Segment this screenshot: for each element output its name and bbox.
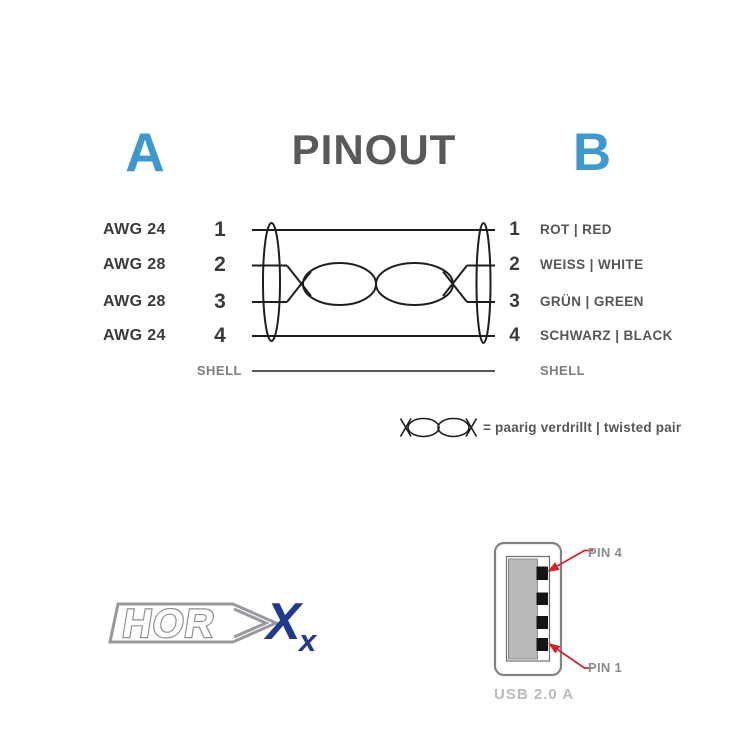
pin-b-number-3: 3 (509, 291, 520, 312)
shell-label-b: SHELL (540, 363, 586, 378)
legend-label: = paarig verdrillt | twisted pair (483, 420, 682, 435)
cable-bundle-ellipse-b (477, 223, 491, 343)
pin-a-number-3: 3 (214, 290, 226, 313)
wire-color-label-4: SCHWARZ | BLACK (540, 328, 673, 343)
page-title: PINOUT (291, 126, 457, 173)
pin-b-number-2: 2 (509, 254, 520, 275)
twisted-pair-loop-2 (376, 263, 453, 305)
twist-cross-right-2 (443, 272, 467, 303)
logo-text-hor: HOR (119, 601, 219, 646)
usb-pin-4-contact (537, 567, 549, 581)
pin-b-number-4: 4 (509, 325, 520, 346)
horx-logo-banner (110, 601, 276, 646)
twisted-pair-loop-1 (303, 263, 376, 305)
awg-label-row4: AWG 24 (103, 327, 166, 344)
legend-loop-1 (408, 419, 439, 437)
legend-loop-2 (438, 419, 469, 437)
wire-color-label-1: ROT | RED (540, 222, 612, 237)
logo-text-x-large: X (266, 593, 301, 651)
usb-pin-2-contact (537, 616, 549, 629)
twist-cross-right-1 (443, 266, 467, 297)
pin-a-number-1: 1 (214, 218, 226, 241)
usb-connector-drawing (495, 543, 593, 675)
awg-label-row1: AWG 24 (103, 221, 166, 238)
usb-pin-1-contact (537, 638, 549, 651)
cable-bundle-ellipse-a (263, 223, 280, 341)
usb-pin4-callout-label: PIN 4 (588, 545, 623, 560)
twist-cross-left-2 (287, 272, 311, 303)
awg-label-row3: AWG 28 (103, 293, 166, 310)
connector-b-label: B (572, 123, 612, 182)
logo-text-x-small: x (299, 623, 317, 654)
wire-lines (252, 223, 495, 371)
twist-cross-left-1 (287, 266, 311, 297)
usb-type-caption: USB 2.0 A (494, 686, 575, 703)
usb-pin-3-contact (537, 593, 549, 606)
pin-a-number-2: 2 (214, 253, 226, 276)
horx-logo (106, 592, 321, 654)
shell-label-a: SHELL (196, 363, 242, 378)
wire-color-label-2: WEISS | WHITE (540, 257, 644, 272)
pin-a-number-4: 4 (214, 324, 226, 347)
pin-b-number-1: 1 (509, 219, 520, 240)
wire-color-label-3: GRÜN | GREEN (540, 294, 644, 309)
callout-arrows (557, 551, 593, 669)
awg-label-row2: AWG 28 (103, 256, 166, 273)
usb-connector-tongue (509, 559, 538, 659)
usb-pin1-callout-label: PIN 1 (588, 660, 623, 675)
twisted-pair-symbol-icon (401, 419, 477, 437)
connector-a-label: A (125, 121, 165, 183)
